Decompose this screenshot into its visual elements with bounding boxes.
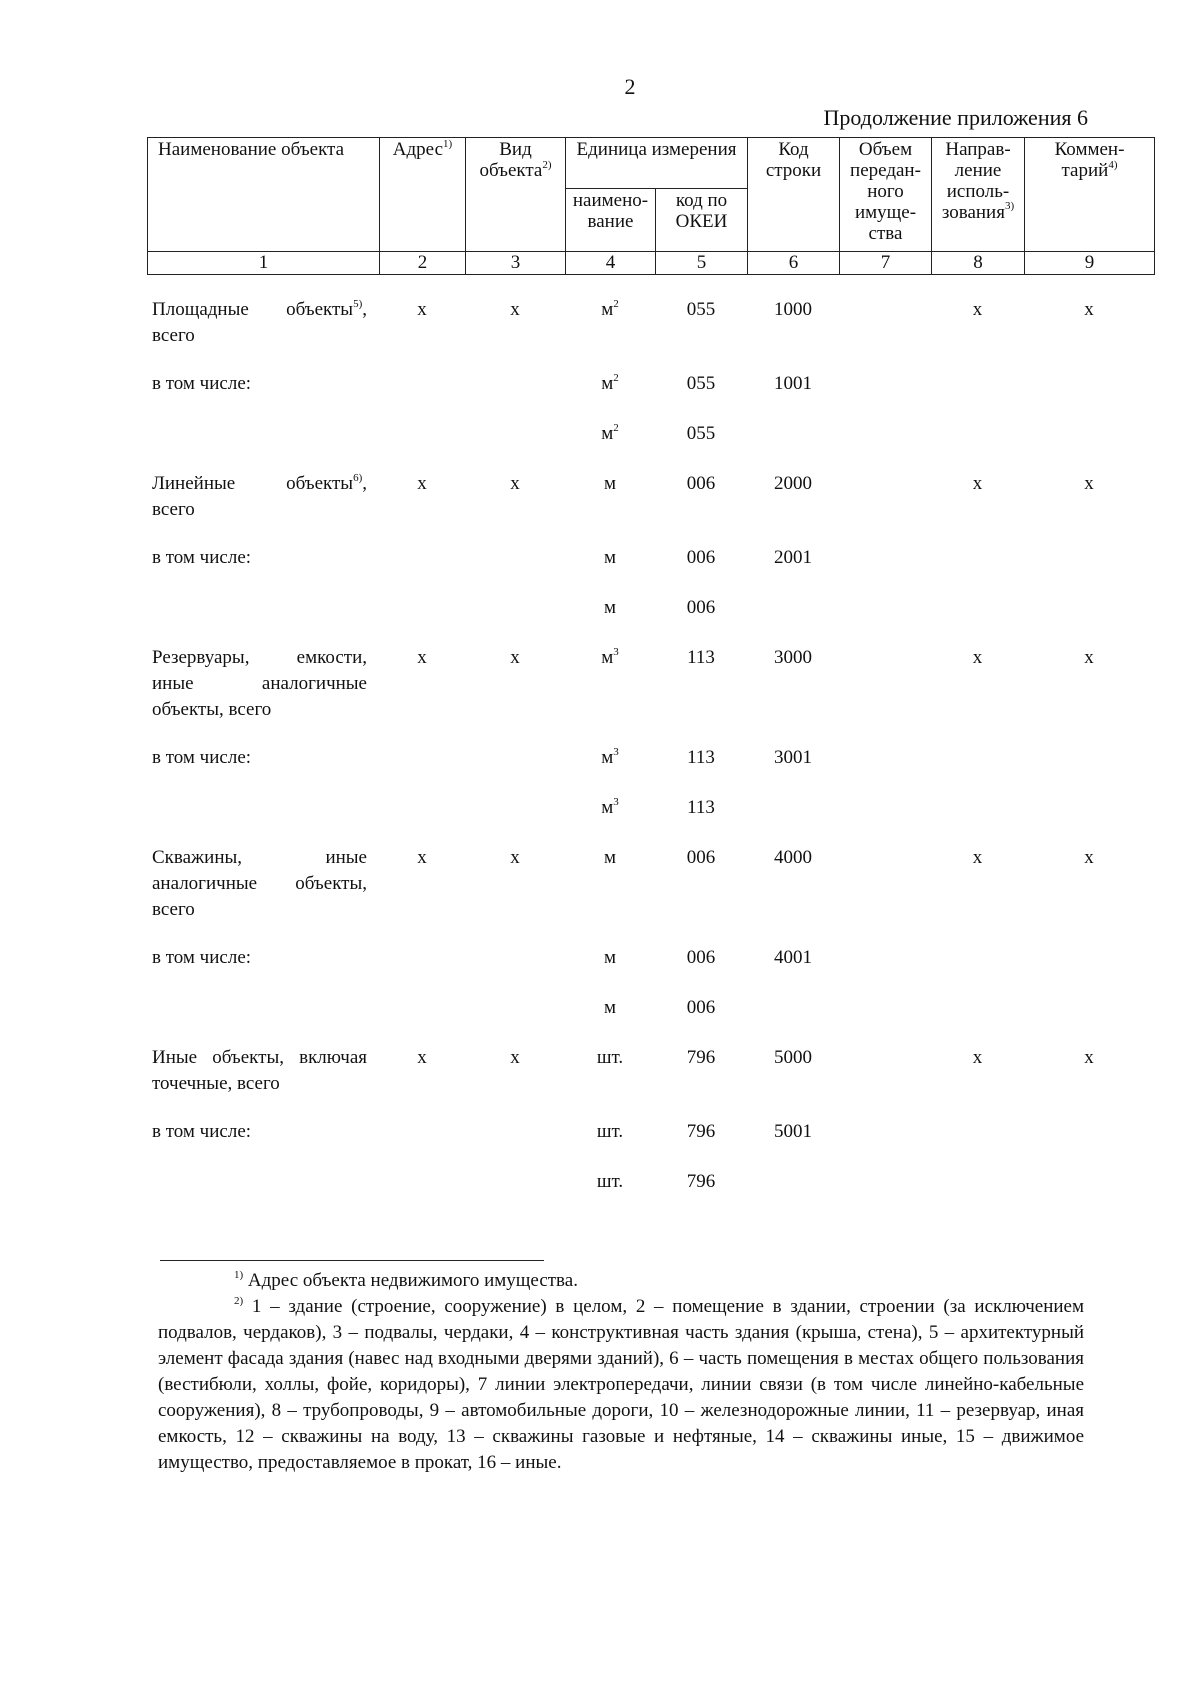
row-address: х — [417, 647, 427, 668]
header-name: Наименование объекта — [148, 138, 380, 252]
row-name — [147, 995, 379, 1045]
row-code: 5001 — [774, 1121, 812, 1142]
row-type: х — [510, 1047, 520, 1068]
row-comment — [1024, 595, 1154, 645]
column-number: 7 — [840, 252, 932, 275]
row-code: 1000 — [774, 299, 812, 320]
row-name: Иные объекты, включая точечные, всего — [152, 1047, 367, 1095]
row-code — [747, 1169, 839, 1219]
row-type: х — [510, 847, 520, 868]
row-name: в том числе: — [152, 547, 252, 568]
row-direction — [931, 1119, 1024, 1169]
row-comment — [1024, 1119, 1154, 1169]
row-code: 3001 — [774, 747, 812, 768]
row-okei: 113 — [687, 797, 715, 818]
row-type — [465, 945, 565, 995]
row-address — [379, 421, 465, 471]
table-body — [147, 297, 1154, 1219]
row-address — [379, 795, 465, 845]
row-code: 4000 — [774, 847, 812, 868]
row-address — [379, 545, 465, 595]
row-direction: х — [972, 299, 983, 320]
header-volume: Объем передан-ного имуще-ства — [840, 138, 932, 252]
table-row — [147, 845, 1154, 945]
row-type — [465, 745, 565, 795]
row-comment — [1024, 1169, 1154, 1219]
table-row — [147, 421, 1154, 471]
row-address — [379, 371, 465, 421]
row-type — [465, 371, 565, 421]
row-volume — [839, 595, 931, 645]
row-comment — [1024, 421, 1154, 471]
header-address: Адрес$^{1)}$ — [380, 138, 466, 252]
row-unit: $м^3$ — [601, 745, 619, 768]
row-name: Резервуары, емкости, иные аналогичные объекты, всего — [152, 647, 367, 721]
row-address — [379, 1119, 465, 1169]
row-okei: 006 — [686, 997, 716, 1018]
row-volume — [839, 297, 931, 371]
row-address: х — [417, 847, 427, 868]
row-name: Площадные объекты$^{5)}$, всего — [152, 297, 367, 347]
table-row — [147, 1169, 1154, 1219]
row-direction — [931, 945, 1024, 995]
footnote-1-mark: 1) — [234, 1268, 244, 1281]
row-volume — [839, 471, 931, 545]
table-header — [147, 137, 1155, 275]
footnote-2-mark: 2) — [234, 1294, 244, 1307]
table-row — [147, 1045, 1154, 1119]
column-number: 6 — [748, 252, 840, 275]
page-number: 2 — [624, 74, 636, 99]
row-code: 4001 — [774, 947, 812, 968]
row-address — [379, 1169, 465, 1219]
footnote-1 — [158, 1268, 1084, 1294]
row-unit: шт. — [596, 1047, 624, 1068]
row-volume — [839, 995, 931, 1045]
column-number: 9 — [1025, 252, 1155, 275]
row-okei: 796 — [686, 1171, 716, 1192]
row-volume — [839, 421, 931, 471]
table-row — [147, 995, 1154, 1045]
header-row-code: Код строки — [748, 138, 840, 252]
table-row — [147, 645, 1154, 745]
row-code — [747, 995, 839, 1045]
table-row — [147, 297, 1154, 371]
row-address: х — [417, 299, 427, 320]
header-unit-name: наимено-вание — [566, 189, 656, 252]
row-okei: 055 — [686, 299, 716, 320]
continuation-title: Продолжение приложения 6 — [823, 105, 1088, 130]
row-volume — [839, 745, 931, 795]
row-type — [465, 595, 565, 645]
row-type — [465, 795, 565, 845]
header-comment: Коммен-тарий$^{4)}$ — [1025, 138, 1155, 252]
row-direction — [931, 1169, 1024, 1219]
row-unit: м — [603, 847, 617, 868]
row-unit: шт. — [596, 1171, 624, 1192]
row-address — [379, 995, 465, 1045]
row-unit: м — [603, 473, 617, 494]
row-name — [147, 1169, 379, 1219]
row-unit: м — [603, 997, 617, 1018]
row-unit: шт. — [596, 1121, 624, 1142]
row-address — [379, 945, 465, 995]
row-volume — [839, 1119, 931, 1169]
row-direction — [931, 745, 1024, 795]
column-number: 5 — [656, 252, 748, 275]
row-okei: 055 — [686, 373, 716, 394]
footnote-2-text: 1 – здание (строение, сооружение) в целом, 2 – помещение в здании, строении (за исключением подвалов, чердаков), 3 – подвалы, чердаки, 4 – конструктивная часть здания (крыша, стена), 5 – архитектурный элемент фасада здания (навес над входными дверями зданий), 6 – часть помещения в местах общего пользования (вестибюли, холлы, фойе, коридоры), 7 линии электропередачи, линии связи (в том числе линейно-кабельные сооружения), 8 – трубопроводы, 9 – автомобильные дороги, 10 – железнодорожные линии, 11 – резервуар, иная емкость, 12 – скважины на воду, 13 – скважины газовые и нефтяные, 14 – скважины иные, 15 – движимое имущество, предоставляемое в прокат, 16 – иные. — [158, 1296, 1084, 1473]
row-direction: х — [972, 647, 983, 668]
row-comment — [1024, 995, 1154, 1045]
row-okei: 796 — [686, 1047, 716, 1068]
row-comment: х — [1084, 647, 1094, 668]
footnote-rule — [160, 1260, 544, 1261]
row-type — [465, 1119, 565, 1169]
header-type: Вид объекта$^{2)}$ — [466, 138, 566, 252]
row-type: х — [510, 647, 520, 668]
row-okei: 006 — [686, 847, 716, 868]
row-direction — [931, 371, 1024, 421]
column-number: 3 — [466, 252, 566, 275]
table-row — [147, 471, 1154, 545]
row-volume — [839, 1045, 931, 1119]
row-direction: х — [972, 473, 983, 494]
header-unit-code: код по ОКЕИ — [656, 189, 748, 252]
row-unit: м — [603, 947, 617, 968]
column-number: 1 — [148, 252, 380, 275]
column-number: 8 — [932, 252, 1025, 275]
table-row — [147, 545, 1154, 595]
row-direction — [931, 795, 1024, 845]
row-comment: х — [1084, 299, 1094, 320]
row-okei: 113 — [687, 747, 715, 768]
row-volume — [839, 845, 931, 945]
row-name: в том числе: — [152, 373, 252, 394]
row-address — [379, 595, 465, 645]
row-type — [465, 1169, 565, 1219]
row-type: х — [510, 473, 520, 494]
table-row — [147, 745, 1154, 795]
row-okei: 796 — [686, 1121, 716, 1142]
row-comment — [1024, 795, 1154, 845]
row-type — [465, 421, 565, 471]
row-name: Скважины, иные аналогичные объекты, всего — [152, 847, 367, 921]
row-direction — [931, 421, 1024, 471]
row-direction — [931, 545, 1024, 595]
row-address — [379, 745, 465, 795]
row-unit: $м^2$ — [601, 371, 619, 394]
row-type — [465, 995, 565, 1045]
row-volume — [839, 645, 931, 745]
row-unit: м — [603, 547, 617, 568]
row-comment — [1024, 371, 1154, 421]
row-direction — [931, 595, 1024, 645]
row-code: 3000 — [774, 647, 812, 668]
column-number: 2 — [380, 252, 466, 275]
row-okei: 006 — [686, 473, 716, 494]
row-unit: $м^2$ — [601, 421, 619, 444]
row-code — [747, 595, 839, 645]
row-name — [147, 595, 379, 645]
row-volume — [839, 945, 931, 995]
row-code — [747, 795, 839, 845]
row-volume — [839, 1169, 931, 1219]
header-direction: Направ-ление исполь-зования$^{3)}$ — [932, 138, 1025, 252]
row-type — [465, 545, 565, 595]
table-row — [147, 371, 1154, 421]
row-comment: х — [1084, 473, 1094, 494]
row-code: 2001 — [774, 547, 812, 568]
row-comment: х — [1084, 1047, 1094, 1068]
row-volume — [839, 371, 931, 421]
row-unit: $м^3$ — [601, 795, 619, 818]
row-code: 5000 — [774, 1047, 812, 1068]
row-comment — [1024, 545, 1154, 595]
row-code: 1001 — [774, 373, 812, 394]
table-row — [147, 595, 1154, 645]
row-code — [747, 421, 839, 471]
row-volume — [839, 795, 931, 845]
table-row — [147, 1119, 1154, 1169]
row-comment — [1024, 945, 1154, 995]
row-name — [147, 421, 379, 471]
row-okei: 006 — [686, 547, 716, 568]
footnote-1-text: Адрес объекта недвижимого имущества. — [243, 1270, 578, 1291]
row-okei: 006 — [686, 597, 716, 618]
row-unit: м — [603, 597, 617, 618]
row-name: Линейные объекты$^{6)}$, всего — [152, 471, 367, 521]
header-unit: Единица измерения — [566, 138, 748, 189]
row-unit: $м^3$ — [601, 645, 619, 668]
row-name — [147, 795, 379, 845]
row-volume — [839, 545, 931, 595]
row-unit: $м^2$ — [601, 297, 619, 320]
row-direction: х — [972, 1047, 983, 1068]
table-row — [147, 795, 1154, 845]
row-okei: 055 — [686, 423, 716, 444]
column-number: 4 — [566, 252, 656, 275]
row-code: 2000 — [774, 473, 812, 494]
row-address: х — [417, 1047, 427, 1068]
row-okei: 113 — [687, 647, 715, 668]
row-name: в том числе: — [152, 1121, 252, 1142]
row-comment: х — [1084, 847, 1094, 868]
row-name: в том числе: — [152, 947, 252, 968]
row-comment — [1024, 745, 1154, 795]
row-type: х — [510, 299, 520, 320]
table-row — [147, 945, 1154, 995]
row-direction — [931, 995, 1024, 1045]
footnote-2 — [158, 1294, 1084, 1476]
row-name: в том числе: — [152, 747, 252, 768]
row-okei: 006 — [686, 947, 716, 968]
row-direction: х — [972, 847, 983, 868]
row-address: х — [417, 473, 427, 494]
